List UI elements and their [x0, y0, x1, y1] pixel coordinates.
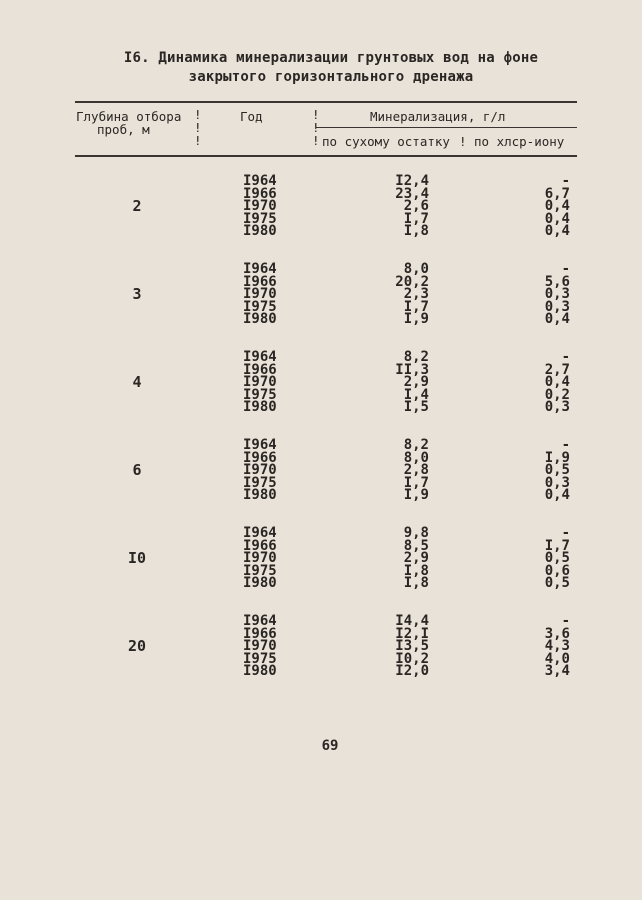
chlorine-cell: 0,3: [544, 399, 570, 416]
chlorine-cell: 4,3: [544, 638, 570, 655]
chlorine-cell: 2,7: [544, 361, 570, 378]
chlorine-cell: 0,3: [544, 298, 570, 315]
year-cell: I975: [243, 650, 277, 667]
year-cell: I980: [243, 399, 277, 416]
table-title-line1: I6. Динамика минерализации грунтовых вод на фоне: [123, 50, 539, 66]
year-cell: I966: [243, 449, 277, 466]
header-top-rule: [75, 101, 577, 103]
year-cell: I966: [243, 537, 277, 554]
dry-residue-cell: I,7: [403, 298, 429, 315]
dry-residue-cell: I,8: [403, 223, 429, 240]
dry-residue-cell: 8,2: [403, 349, 429, 365]
dry-residue-cell: 2,9: [403, 374, 429, 391]
dry-residue-cell: 20,2: [395, 273, 429, 290]
header-dry-residue: по сухому остатку: [322, 134, 450, 149]
header-subrule: [316, 127, 577, 128]
year-cell: I970: [243, 286, 277, 303]
chlorine-cell: 5,6: [544, 273, 570, 290]
dry-residue-cell: I3,5: [395, 638, 429, 655]
chlorine-cell: 3,4: [544, 663, 570, 680]
year-cell: I966: [243, 185, 277, 202]
chlorine-cell: -: [561, 261, 570, 277]
chlorine-cell: 0,4: [544, 311, 570, 328]
depth-cell: 3: [132, 285, 142, 303]
chlorine-cell: -: [561, 613, 570, 629]
year-cell: I970: [243, 462, 277, 479]
chlorine-cell: -: [561, 525, 570, 541]
header-depth-line1: Глубина отбора: [76, 109, 182, 124]
depth-cell: 20: [127, 637, 147, 655]
chlorine-cell: 6,7: [544, 185, 570, 202]
year-cell: I970: [243, 638, 277, 655]
dry-residue-cell: I,9: [403, 487, 429, 504]
header-year: Год: [240, 109, 263, 124]
table-row: [0, 313, 642, 326]
year-cell: I970: [243, 550, 277, 567]
chlorine-cell: -: [561, 437, 570, 453]
chlorine-cell: 0,5: [544, 575, 570, 592]
header-mineralization: Минерализация, г/л: [370, 109, 506, 124]
year-cell: I964: [243, 261, 277, 277]
depth-cell: 4: [132, 373, 142, 391]
year-cell: I964: [243, 613, 277, 629]
dry-residue-cell: I2,0: [395, 663, 429, 680]
dry-residue-cell: II,3: [395, 361, 429, 378]
depth-cell: 2: [132, 197, 142, 215]
chlorine-cell: 0,3: [544, 474, 570, 491]
year-cell: I980: [243, 663, 277, 680]
table-row: [0, 401, 642, 414]
dry-residue-cell: 8,0: [403, 449, 429, 466]
dry-residue-cell: I2,I: [395, 625, 429, 642]
year-cell: I970: [243, 374, 277, 391]
year-cell: I975: [243, 386, 277, 403]
year-cell: I975: [243, 474, 277, 491]
dry-residue-cell: I,9: [403, 311, 429, 328]
year-cell: I980: [243, 575, 277, 592]
year-cell: I975: [243, 298, 277, 315]
header-chlorine-ion: по хлср-иону: [474, 134, 565, 149]
year-cell: I980: [243, 487, 277, 504]
dry-residue-cell: I,8: [403, 575, 429, 592]
dry-residue-cell: I,4: [403, 386, 429, 403]
table-row: [0, 225, 642, 238]
year-cell: I980: [243, 223, 277, 240]
table-row: [0, 665, 642, 678]
chlorine-cell: 0,4: [544, 198, 570, 215]
dry-residue-cell: 8,2: [403, 437, 429, 453]
chlorine-cell: 0,3: [544, 286, 570, 303]
year-cell: I964: [243, 437, 277, 453]
header-subcolumn-separator: !: [459, 134, 467, 149]
chlorine-cell: -: [561, 173, 570, 189]
dry-residue-cell: I,5: [403, 399, 429, 416]
table-row: [0, 489, 642, 502]
year-cell: I975: [243, 562, 277, 579]
chlorine-cell: -: [561, 349, 570, 365]
chlorine-cell: I,7: [544, 537, 570, 554]
page-number: 69: [321, 738, 339, 754]
chlorine-cell: 4,0: [544, 650, 570, 667]
dry-residue-cell: I2,4: [395, 173, 429, 189]
dry-residue-cell: I,7: [403, 210, 429, 227]
year-cell: I964: [243, 173, 277, 189]
dry-residue-cell: 8,5: [403, 537, 429, 554]
depth-cell: 6: [132, 461, 142, 479]
chlorine-cell: 0,4: [544, 223, 570, 240]
dry-residue-cell: 2,8: [403, 462, 429, 479]
chlorine-cell: 0,2: [544, 386, 570, 403]
dry-residue-cell: 9,8: [403, 525, 429, 541]
header-column-separator: ! ! !: [194, 107, 202, 148]
year-cell: I975: [243, 210, 277, 227]
year-cell: I966: [243, 273, 277, 290]
header-column-separator: ! ! !: [312, 107, 320, 148]
chlorine-cell: 0,5: [544, 462, 570, 479]
year-cell: I966: [243, 625, 277, 642]
year-cell: I980: [243, 311, 277, 328]
dry-residue-cell: 23,4: [395, 185, 429, 202]
dry-residue-cell: I,8: [403, 562, 429, 579]
dry-residue-cell: 8,0: [403, 261, 429, 277]
year-cell: I964: [243, 525, 277, 541]
dry-residue-cell: I4,4: [395, 613, 429, 629]
year-cell: I964: [243, 349, 277, 365]
chlorine-cell: 0,4: [544, 487, 570, 504]
chlorine-cell: 0,5: [544, 550, 570, 567]
table-row: [0, 577, 642, 590]
dry-residue-cell: 2,6: [403, 198, 429, 215]
chlorine-cell: 3,6: [544, 625, 570, 642]
header-bottom-rule: [75, 155, 577, 157]
chlorine-cell: I,9: [544, 449, 570, 466]
header-depth-line2: проб, м: [97, 122, 150, 137]
depth-cell: I0: [127, 549, 147, 567]
dry-residue-cell: 2,3: [403, 286, 429, 303]
dry-residue-cell: I,7: [403, 474, 429, 491]
chlorine-cell: 0,4: [544, 374, 570, 391]
year-cell: I970: [243, 198, 277, 215]
year-cell: I966: [243, 361, 277, 378]
dry-residue-cell: I0,2: [395, 650, 429, 667]
table-title-line2: закрытого горизонтального дренажа: [188, 69, 474, 85]
chlorine-cell: 0,4: [544, 210, 570, 227]
chlorine-cell: 0,6: [544, 562, 570, 579]
dry-residue-cell: 2,9: [403, 550, 429, 567]
